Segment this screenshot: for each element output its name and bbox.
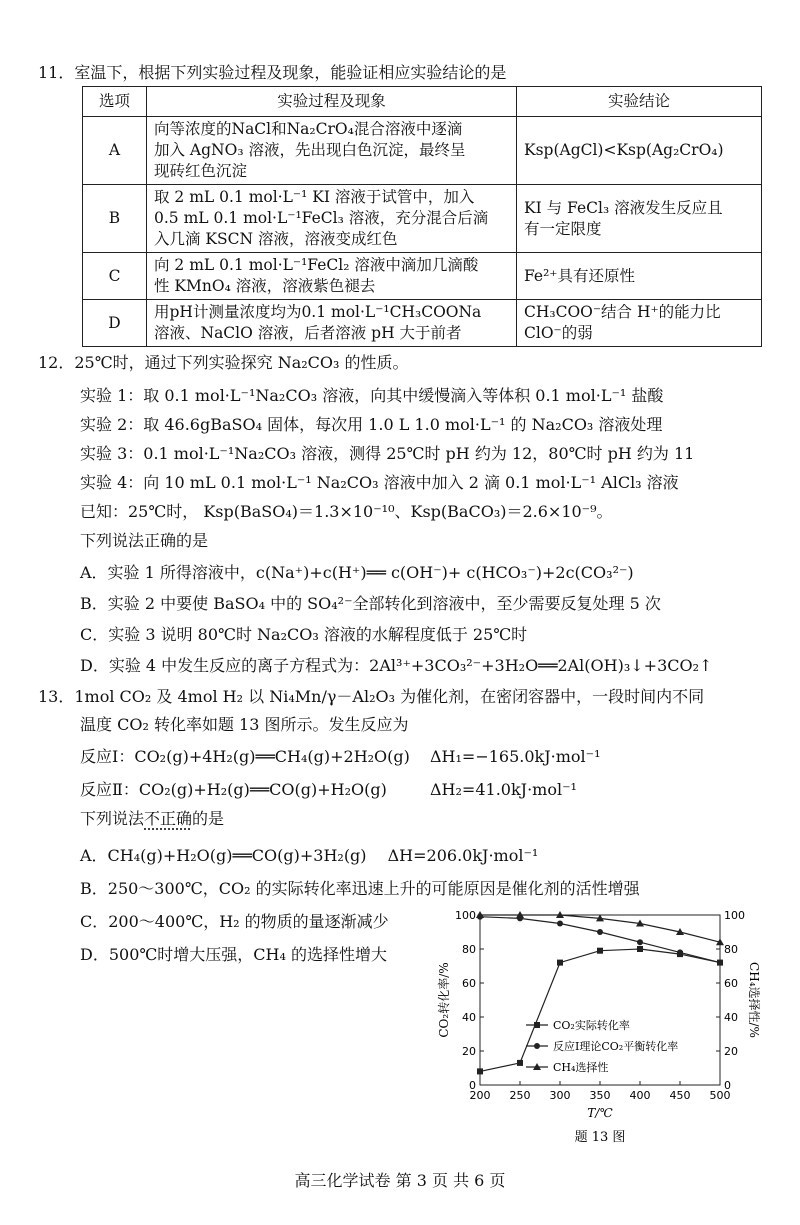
q11-stem: 11．室温下，根据下列实验过程及现象，能验证相应实验结论的是 <box>38 63 507 82</box>
series-line-2 <box>480 917 720 963</box>
q13-reaction-1: 反应Ⅰ：CO₂(g)+4H₂(g)══CH₄(g)+2H₂O(g) <box>80 747 410 766</box>
chart-axes <box>480 915 720 1085</box>
table-header-conclusion: 实验结论 <box>517 87 762 117</box>
table-row <box>83 253 762 300</box>
y-tick-label-right: 60 <box>724 977 738 990</box>
y-axis-label-right: CH₄选择性/% <box>747 962 761 1038</box>
procedure-cell: 用pH计测量浓度均为0.1 mol·L⁻¹CH₃COONa 溶液、NaClO 溶液，后者溶液 pH 大于前者 <box>147 300 517 347</box>
data-point-circle <box>717 960 723 966</box>
x-tick-label: 450 <box>669 1089 691 1102</box>
q12-option-c: C．实验 3 说明 80℃时 Na₂CO₃ 溶液的水解程度低于 25℃时 <box>80 625 528 644</box>
q13-reaction-1-enthalpy: ΔH₁=−165.0kJ·mol⁻¹ <box>430 747 601 766</box>
data-point-circle <box>637 939 643 945</box>
data-point-square <box>534 1022 540 1028</box>
q13-option-b: B．250～300℃，CO₂ 的实际转化率迅速上升的可能原因是催化剂的活性增强 <box>80 879 640 898</box>
q12-option-b: B．实验 2 中要使 BaSO₄ 中的 SO₄²⁻全部转化到溶液中，至少需要反复处理 5 次 <box>80 594 661 613</box>
plot-frame <box>480 915 720 1085</box>
procedure-cell: 向 2 mL 0.1 mol·L⁻¹FeCl₂ 溶液中滴加几滴酸 性 KMnO₄ 溶液，溶液紫色褪去 <box>147 253 517 300</box>
y-tick-label-right: 80 <box>724 943 738 956</box>
chart-caption: 题 13 图 <box>574 1130 626 1145</box>
procedure-cell: 向等浓度的NaCl和Na₂CrO₄混合溶液中逐滴 加入 AgNO₃ 溶液，先出现白色沉淀，最终呈 现砖红色沉淀 <box>147 117 517 185</box>
table-row <box>83 300 762 347</box>
q13-chart <box>420 900 770 1150</box>
q12-known: 已知：25℃时， Ksp(BaSO₄)＝1.3×10⁻¹⁰、Ksp(BaCO₃)＝2.6×10⁻⁹。 <box>80 502 613 521</box>
table-row <box>83 117 762 185</box>
y-tick-label-right: 0 <box>724 1079 731 1092</box>
y-tick-label-left: 80 <box>462 943 476 956</box>
data-point-circle <box>597 929 603 935</box>
option-label: A <box>83 117 147 185</box>
conclusion-cell: Fe²⁺具有还原性 <box>517 253 762 300</box>
x-tick-label: 400 <box>629 1089 651 1102</box>
q11-table <box>82 86 762 347</box>
q12-option-a: A．实验 1 所得溶液中，c(Na⁺)+c(H⁺)══ c(OH⁻)+ c(HCO₃⁻)+2c(CO₃²⁻) <box>80 563 634 582</box>
q12-exp1: 实验 1：取 0.1 mol·L⁻¹Na₂CO₃ 溶液，向其中缓慢滴入等体积 0.1 mol·L⁻¹ 盐酸 <box>80 386 664 405</box>
conclusion-cell: KI 与 FeCl₃ 溶液发生反应且 有一定限度 <box>517 185 762 253</box>
legend-label: 反应Ⅰ理论CO₂平衡转化率 <box>553 1040 679 1053</box>
table-header-procedure: 实验过程及现象 <box>147 87 517 117</box>
x-tick-label: 350 <box>589 1089 611 1102</box>
q12-exp4: 实验 4：向 10 mL 0.1 mol·L⁻¹ Na₂CO₃ 溶液中加入 2 滴 0.1 mol·L⁻¹ AlCl₃ 溶液 <box>80 473 679 492</box>
q12-exp2: 实验 2：取 46.6gBaSO₄ 固体，每次用 1.0 L 1.0 mol·L⁻¹ 的 Na₂CO₃ 溶液处理 <box>80 415 663 434</box>
page-footer: 高三化学试卷 第 3 页 共 6 页 <box>294 1171 506 1190</box>
chart-legend <box>526 1018 678 1074</box>
y-tick-label-left: 60 <box>462 977 476 990</box>
q13-option-d: D．500℃时增大压强，CH₄ 的选择性增大 <box>80 945 387 964</box>
y-tick-label-left: 20 <box>462 1045 476 1058</box>
conclusion-cell: CH₃COO⁻结合 H⁺的能力比 ClO⁻的弱 <box>517 300 762 347</box>
q12-option-d: D．实验 4 中发生反应的离子方程式为：2Al³⁺+3CO₃²⁻+3H₂O══2Al(OH)₃↓+3CO₂↑ <box>80 656 713 675</box>
q13-stem-1: 13．1mol CO₂ 及 4mol H₂ 以 Ni₄Mn/γ－Al₂O₃ 为催化剂，在密闭容器中，一段时间内不同 <box>38 687 705 706</box>
y-tick-label-right: 20 <box>724 1045 738 1058</box>
conclusion-cell: Ksp(AgCl)<Ksp(Ag₂CrO₄) <box>517 117 762 185</box>
data-point-circle <box>557 921 563 927</box>
legend-label: CO₂实际转化率 <box>553 1019 630 1032</box>
emphasis-not-correct: 不正确 <box>144 809 193 828</box>
y-axis-label-left: CO₂转化率/% <box>437 962 451 1038</box>
option-label: D <box>83 300 147 347</box>
x-tick-label: 500 <box>709 1089 731 1102</box>
q13-option-c: C．200～400℃，H₂ 的物质的量逐渐减少 <box>80 912 389 931</box>
table-header-option: 选项 <box>83 87 147 117</box>
y-tick-label-right: 100 <box>724 909 745 922</box>
option-label: C <box>83 253 147 300</box>
x-axis-label: T/℃ <box>587 1106 613 1120</box>
x-tick-label: 200 <box>469 1089 491 1102</box>
q13-stem-2: 温度 CO₂ 转化率如题 13 图所示。发生反应为 <box>80 715 409 734</box>
y-tick-label-left: 100 <box>455 909 476 922</box>
series-line-1 <box>480 949 720 1071</box>
y-tick-label-left: 0 <box>469 1079 476 1092</box>
data-point-square <box>477 1068 483 1074</box>
data-point-circle <box>677 949 683 955</box>
legend-label: CH₄选择性 <box>553 1061 609 1074</box>
q12-stem: 12．25℃时，通过下列实验探究 Na₂CO₃ 的性质。 <box>38 353 409 372</box>
option-label: B <box>83 185 147 253</box>
q12-ask: 下列说法正确的是 <box>80 531 209 550</box>
y-tick-label-right: 40 <box>724 1011 738 1024</box>
procedure-cell: 取 2 mL 0.1 mol·L⁻¹ KI 溶液于试管中，加入 0.5 mL 0.1 mol·L⁻¹FeCl₃ 溶液，充分混合后滴 入几滴 KSCN 溶液，溶液变成红色 <box>147 185 517 253</box>
q13-reaction-2: 反应Ⅱ：CO₂(g)+H₂(g)══CO(g)+H₂O(g) <box>80 780 387 799</box>
x-tick-label: 250 <box>509 1089 531 1102</box>
table-row <box>83 185 762 253</box>
y-tick-label-left: 40 <box>462 1011 476 1024</box>
q13-option-a: A．CH₄(g)+H₂O(g)══CO(g)+3H₂(g) ΔH=206.0kJ·mol⁻¹ <box>80 846 539 865</box>
q13-ask: 下列说法不正确的是 <box>80 809 225 828</box>
q12-exp3: 实验 3：0.1 mol·L⁻¹Na₂CO₃ 溶液，测得 25℃时 pH 约为 12，80℃时 pH 约为 11 <box>80 444 695 463</box>
x-tick-label: 300 <box>549 1089 571 1102</box>
data-point-circle <box>534 1043 540 1049</box>
data-point-square <box>597 948 603 954</box>
data-point-square <box>557 960 563 966</box>
data-point-square <box>637 946 643 952</box>
data-point-square <box>517 1060 523 1066</box>
q13-reaction-2-enthalpy: ΔH₂=41.0kJ·mol⁻¹ <box>430 780 577 799</box>
